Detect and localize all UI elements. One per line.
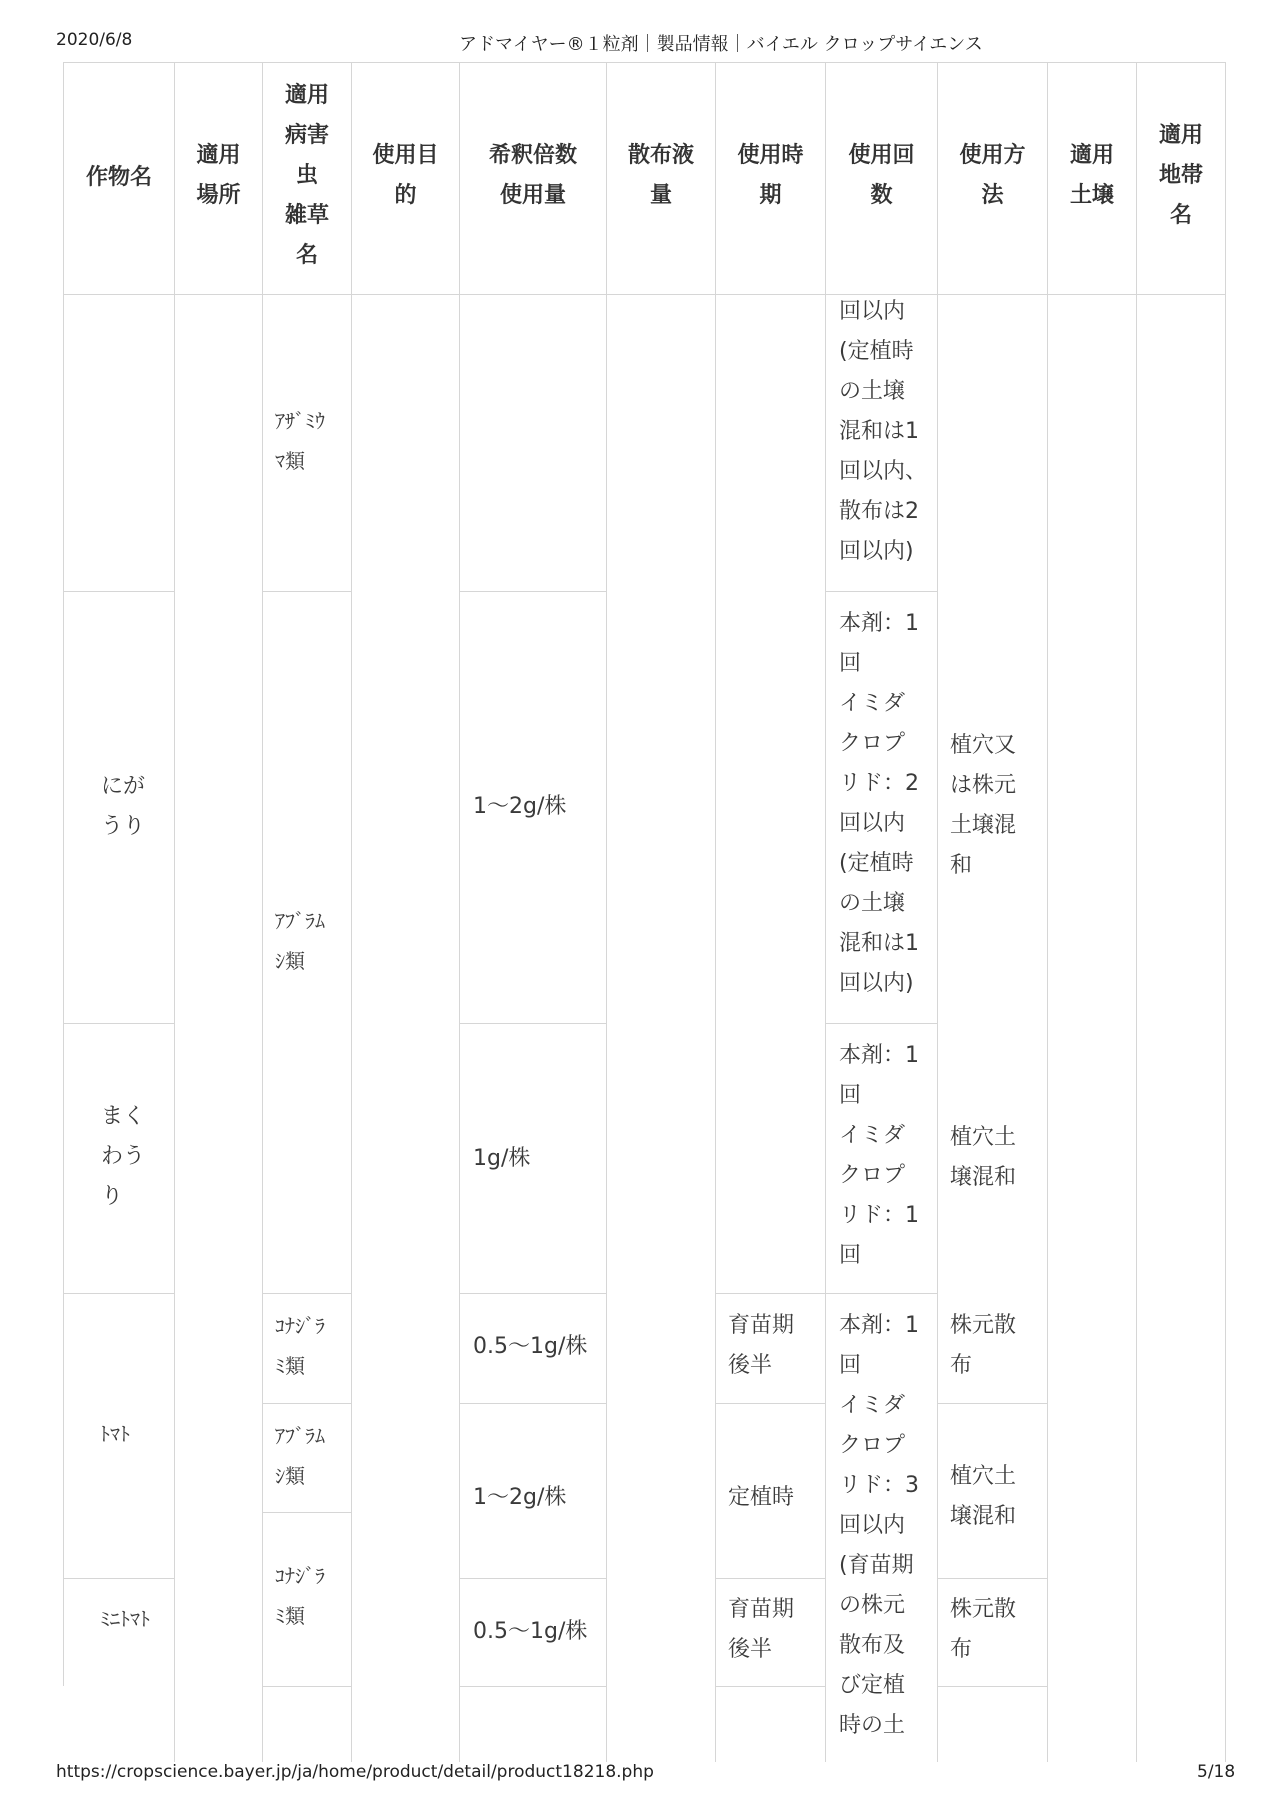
cell-dilution-bitter-gourd: 1～2g/株 — [473, 794, 567, 819]
cell-timing-mini-tomato: 育苗期 後半 — [728, 1597, 795, 1662]
grid-line — [262, 1686, 351, 1687]
header-pest: 適用 病害 虫 雑草 名 — [284, 83, 329, 268]
header-spray-volume: 散布液 量 — [627, 143, 694, 208]
grid-line — [262, 1512, 351, 1513]
cell-dilution-makuwa-melon: 1g/株 — [473, 1146, 531, 1171]
grid-line — [715, 1293, 825, 1294]
cell-crop-bitter-gourd: にが うり — [101, 774, 146, 839]
grid-line — [825, 1293, 937, 1294]
cell-timing-tomato-2: 定植時 — [728, 1485, 795, 1510]
cell-pest-whitefly-1: ｺﾅｼﾞﾗ ﾐ類 — [275, 1314, 325, 1378]
grid-line — [262, 1293, 351, 1294]
grid-line — [63, 294, 1225, 295]
cell-crop-tomato: ﾄﾏﾄ — [100, 1422, 130, 1446]
grid-line — [937, 62, 938, 1762]
grid-line — [459, 591, 606, 592]
cell-times-tomato: 本剤：1 回 イミダ クロプ リド：3 回以内 (育苗期 の株元 散布及 び定植 時の土 — [839, 1313, 919, 1738]
cell-method-tomato-1: 株元散 布 — [950, 1313, 1017, 1378]
cell-crop-makuwa-melon: まく わう り — [101, 1104, 146, 1209]
grid-line — [63, 62, 1225, 63]
grid-line — [63, 1023, 174, 1024]
cell-pest-aphids-tomato: ｱﾌﾞﾗﾑ ｼ類 — [275, 1424, 325, 1488]
grid-line — [459, 1403, 606, 1404]
cell-method-mini-tomato: 株元散 布 — [950, 1597, 1017, 1662]
grid-line — [63, 591, 174, 592]
cell-pest-whitefly-2: ｺﾅｼﾞﾗ ﾐ類 — [275, 1564, 325, 1628]
grid-line — [825, 1023, 937, 1024]
grid-line — [606, 62, 607, 1762]
header-crop: 作物名 — [85, 165, 152, 190]
grid-line — [715, 1686, 825, 1687]
grid-line — [715, 62, 716, 1762]
header-site: 適用 場所 — [196, 143, 241, 208]
page-url: https://cropscience.bayer.jp/ja/home/product/detail/product18218.php — [56, 1762, 654, 1782]
grid-line — [351, 62, 352, 1762]
grid-line — [825, 62, 826, 1762]
grid-line — [63, 1578, 174, 1579]
header-soil: 適用 土壌 — [1069, 143, 1114, 208]
grid-line — [63, 1293, 174, 1294]
grid-line — [937, 1686, 1047, 1687]
cell-dilution-tomato-1: 0.5～1g/株 — [473, 1334, 588, 1359]
grid-line — [459, 1023, 606, 1024]
header-zone: 適用 地帯 名 — [1158, 123, 1203, 228]
cell-pest-aphids: ｱﾌﾞﾗﾑ ｼ類 — [275, 909, 325, 973]
header-purpose: 使用目 的 — [372, 143, 439, 208]
cell-dilution-tomato-2: 1～2g/株 — [473, 1485, 567, 1510]
cell-dilution-mini-tomato: 0.5～1g/株 — [473, 1619, 588, 1644]
grid-line — [262, 62, 263, 1762]
grid-line — [715, 1403, 825, 1404]
print-date: 2020/6/8 — [56, 30, 133, 50]
cell-crop-mini-tomato: ﾐﾆﾄﾏﾄ — [100, 1607, 150, 1631]
cell-pest-thistle-aphid: ｱｻﾞﾐｳ ﾏ類 — [275, 409, 325, 473]
grid-line — [937, 1578, 1047, 1579]
header-method: 使用方 法 — [959, 143, 1026, 208]
grid-line — [262, 591, 351, 592]
grid-line — [825, 591, 937, 592]
grid-line — [174, 62, 175, 1762]
grid-line — [459, 1293, 606, 1294]
grid-line — [937, 1403, 1047, 1404]
page-number: 5/18 — [1197, 1762, 1236, 1782]
cell-method-bitter-gourd: 植穴又 は株元 土壌混 和 — [950, 733, 1017, 878]
cell-times-continued: 回以内 (定植時 の土壌 混和は1 回以内、 散布は2 回以内) — [839, 299, 928, 564]
grid-line — [63, 294, 64, 1686]
page-title: アドマイヤー®１粒剤｜製品情報｜バイエル クロップサイエンス — [459, 34, 983, 55]
cell-method-makuwa-melon: 植穴土 壌混和 — [950, 1125, 1017, 1190]
grid-line — [459, 1686, 606, 1687]
grid-line — [1047, 62, 1048, 1762]
header-timing: 使用時 期 — [737, 143, 804, 208]
grid-line — [715, 1578, 825, 1579]
grid-line — [459, 1578, 606, 1579]
cell-times-bitter-gourd: 本剤：1 回 イミダ クロプ リド：2 回以内 (定植時 の土壌 混和は1 回以内) — [839, 611, 919, 996]
cell-timing-tomato-1: 育苗期 後半 — [728, 1313, 795, 1378]
header-times: 使用回 数 — [848, 143, 915, 208]
cell-method-tomato-2: 植穴土 壌混和 — [950, 1464, 1017, 1529]
grid-line — [262, 1403, 351, 1404]
grid-line — [459, 62, 460, 1762]
grid-line — [1136, 62, 1137, 1762]
grid-line — [1225, 62, 1226, 1762]
header-dilution: 希釈倍数 使用量 — [488, 143, 577, 208]
cell-times-makuwa-melon: 本剤：1 回 イミダ クロプ リド：1 回 — [839, 1043, 919, 1268]
